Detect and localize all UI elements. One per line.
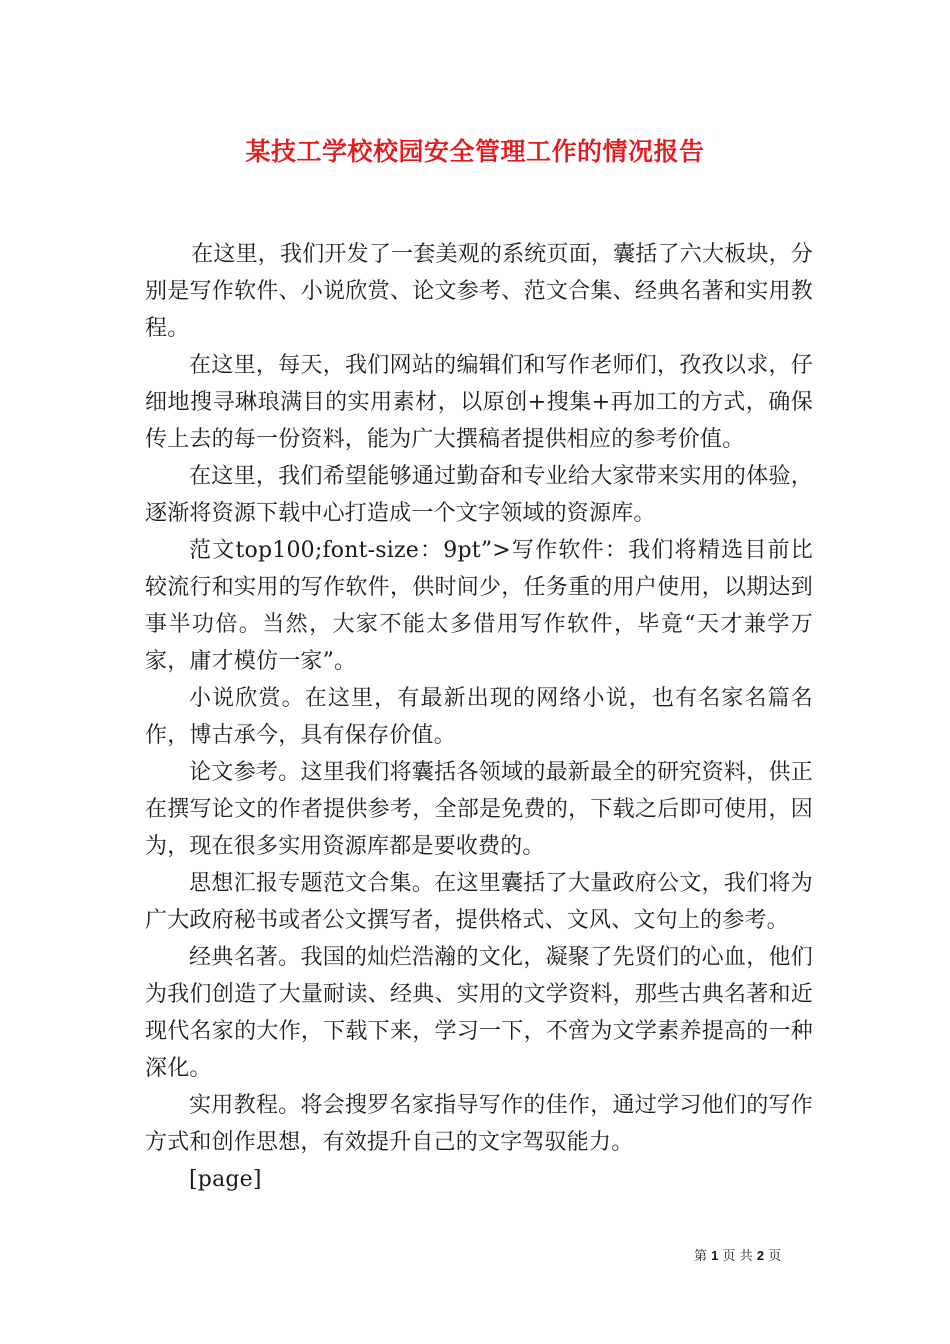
footer-middle: 页 共 (722, 1249, 753, 1264)
paragraph-hope: 在这里，我们希望能够通过勤奋和专业给大家带来实用的体验，逐渐将资源下载中心打造成一个文字领域的资源库。 (145, 464, 813, 526)
document-body (145, 236, 813, 1198)
paragraph-intro: 在这里，我们开发了一套美观的系统页面，囊括了六大板块，分别是写作软件、小说欣赏、论文参考、范文合集、经典名著和实用教程。 (145, 242, 813, 341)
paragraph-writing-software: 范文top100;font-size：9pt”>写作软件：我们将精选目前比较流行和实用的写作软件，供时间少，任务重的用户使用，以期达到事半功倍。当然，大家不能太多借用写作软件，毕竟“天才兼学万家，庸才模仿一家”。 (145, 538, 813, 674)
paragraph-editors: 在这里，每天，我们网站的编辑们和写作老师们，孜孜以求，仔细地搜寻琳琅满目的实用素材，以原创+搜集+再加工的方式，确保传上去的每一份资料，能为广大撰稿者提供相应的参考价值。 (145, 353, 813, 452)
paragraph-page-marker: [page] (189, 1167, 262, 1192)
footer-suffix: 页 (768, 1249, 782, 1264)
footer-prefix: 第 (694, 1249, 708, 1264)
footer-current-page: 1 (711, 1248, 719, 1263)
paragraph-collections: 思想汇报专题范文合集。在这里囊括了大量政府公文，我们将为广大政府秘书或者公文撰写者，提供格式、文风、文句上的参考。 (145, 871, 813, 933)
paragraph-novels: 小说欣赏。在这里，有最新出现的网络小说，也有名家名篇名作，博古承今，具有保存价值。 (145, 686, 813, 748)
footer-total-pages: 2 (756, 1248, 765, 1263)
paragraph-classics: 经典名著。我国的灿烂浩瀚的文化，凝聚了先贤们的心血，他们为我们创造了大量耐读、经典、实用的文学资料，那些古典名著和近现代名家的大作，下载下来，学习一下，不啻为文学素养提高的一种深化。 (145, 945, 813, 1081)
page-number-footer (694, 1247, 834, 1266)
paragraph-papers: 论文参考。这里我们将囊括各领域的最新最全的研究资料，供正在撰写论文的作者提供参考，全部是免费的，下载之后即可使用，因为，现在很多实用资源库都是要收费的。 (145, 760, 813, 859)
paragraph-tutorials: 实用教程。将会搜罗名家指导写作的佳作，通过学习他们的写作方式和创作思想，有效提升自己的文字驾驭能力。 (145, 1093, 813, 1155)
document-title: 某技工学校校园安全管理工作的情况报告 (245, 137, 705, 166)
